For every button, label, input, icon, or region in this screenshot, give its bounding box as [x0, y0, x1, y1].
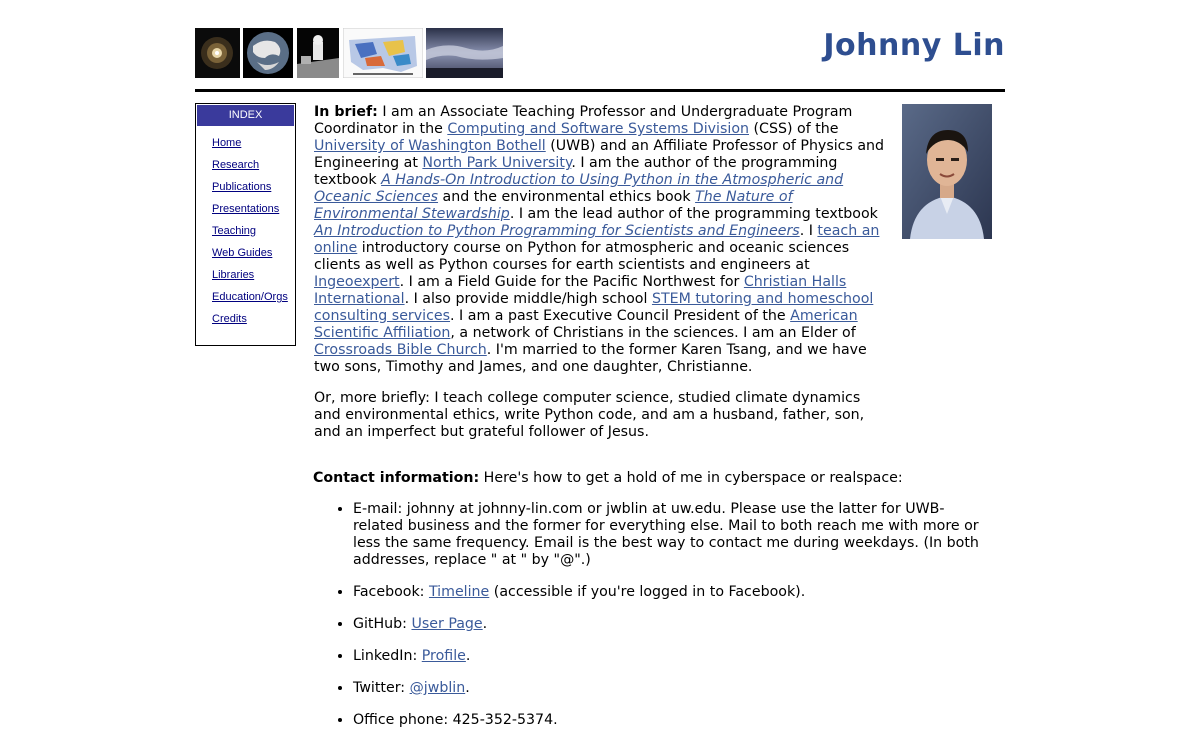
facebook-note: (accessible if you're logged in to Facebook). [489, 584, 806, 600]
contact-item-twitter [353, 680, 993, 697]
linkedin-label: LinkedIn: [353, 648, 422, 664]
index-item-credits [212, 313, 295, 335]
contact-heading: Contact information: [313, 470, 480, 486]
twitter-label: Twitter: [353, 680, 410, 696]
earth-thumbnail [243, 28, 293, 78]
brief-text: and the environmental ethics book [438, 189, 696, 205]
linkedin-profile-link[interactable]: Profile [421, 648, 466, 664]
index-item-education-orgs [212, 291, 295, 313]
index-link-home[interactable]: Home [212, 137, 242, 149]
brief-text: . I am a past Executive Council President of the [450, 308, 791, 324]
index-title: INDEX [197, 105, 294, 126]
astronaut-thumbnail [297, 28, 339, 78]
contact-item-github [353, 616, 993, 633]
period: . [465, 648, 471, 664]
python-sci-eng-book-title: An Introduction to Python Programming for Scientists and Engineers [314, 223, 800, 239]
github-user-page-link[interactable]: User Page [411, 616, 483, 632]
contact-intro [313, 470, 993, 487]
index-list [196, 127, 295, 335]
contact-item-facebook [353, 584, 993, 601]
index-link-publications[interactable]: Publications [212, 181, 272, 193]
stem-tutoring-link[interactable]: STEM tutoring and homeschool consulting services [314, 291, 874, 324]
facebook-label: Facebook: [353, 584, 429, 600]
brief-heading: In brief: [314, 104, 378, 120]
python-aos-book-title: A Hands-On Introduction to Using Python in the Atmospheric and Oceanic Sciences [314, 172, 844, 205]
portrait-photo [902, 104, 992, 239]
site-title: Johnny Lin [823, 28, 1005, 63]
index-item-web-guides [212, 247, 295, 269]
storm-sky-thumbnail [426, 28, 503, 78]
css-division-link[interactable]: Computing and Software Systems Division [447, 121, 749, 137]
briefly-paragraph: Or, more briefly: I teach college computer science, studied climate dynamics and environmental ethics, write Python code, and am a husband, father, son, and an imperfect but grateful follower of Jesus. [314, 390, 865, 440]
index-link-research[interactable]: Research [212, 159, 260, 171]
index-link-libraries[interactable]: Libraries [212, 269, 255, 281]
github-label: GitHub: [353, 616, 412, 632]
index-link-web-guides[interactable]: Web Guides [212, 247, 273, 259]
brief-text: . I am a Field Guide for the Pacific Northwest for [399, 274, 744, 290]
brief-text: . I [799, 223, 818, 239]
climate-map-thumbnail [343, 28, 423, 78]
brief-text: I am an Associate Teaching Professor and Undergraduate Program Coordinator in the [314, 104, 853, 137]
uw-bothell-link[interactable]: University of Washington Bothell [314, 138, 546, 154]
christian-halls-link[interactable]: Christian Halls International [314, 274, 847, 307]
index-item-teaching [212, 225, 295, 247]
index-link-presentations[interactable]: Presentations [212, 203, 280, 215]
contact-intro-text: Here's how to get a hold of me in cyberspace or realspace: [479, 470, 903, 486]
brief-text: . I'm married to the former Karen Tsang, and we have two sons, Timothy and James, and one daughter, Christianne. [314, 342, 867, 375]
contact-item-linkedin [353, 648, 993, 665]
index-item-publications [212, 181, 295, 203]
north-park-link[interactable]: North Park University [422, 155, 572, 171]
python-sci-eng-book-link[interactable] [314, 223, 800, 239]
period: . [482, 616, 488, 632]
brief-text: . I am the lead author of the programming textbook [509, 206, 878, 222]
brief-text: (UWB) and an Affiliate Professor of Physics and Engineering at [314, 138, 885, 171]
brief-text: introductory course on Python for atmospheric and oceanic sciences clients as well as Python courses for earth scientists and engineers at [314, 240, 850, 273]
index-item-libraries [212, 269, 295, 291]
index-link-teaching[interactable]: Teaching [212, 225, 257, 237]
header-divider [195, 89, 1005, 92]
brief-text: . I also provide middle/high school [404, 291, 652, 307]
contact-list [313, 501, 993, 729]
galaxy-thumbnail [195, 28, 240, 78]
brief-text: . I am the author of the programming textbook [314, 155, 838, 188]
contact-section [313, 470, 993, 744]
bio-section [314, 104, 889, 455]
brief-text: (CSS) of the [749, 121, 839, 137]
index-link-education-orgs[interactable]: Education/Orgs [212, 291, 288, 303]
contact-item-email: • E-mail: johnny at johnny-lin.com or jwblin at uw.edu. Please use the latter for UWB-related business and the former for everything else. Mail to both reach me with more or less the same frequency. Email is the best way to contact me during weekdays. (In both addresses, replace " at " by "@".) [353, 501, 993, 569]
online-course-link[interactable]: teach an online [314, 223, 880, 256]
index-item-presentations [212, 203, 295, 225]
contact-item-phone: • Office phone: 425-352-5374. [353, 712, 993, 729]
index-item-home [212, 137, 295, 159]
period: . [465, 680, 470, 696]
ingeoexpert-link[interactable]: Ingeoexpert [314, 274, 400, 290]
crossroads-church-link[interactable]: Crossroads Bible Church [314, 342, 487, 358]
brief-text: , a network of Christians in the sciences. I am an Elder of [450, 325, 856, 341]
twitter-handle-link[interactable]: @jwblin [409, 680, 466, 696]
index-item-research [212, 159, 295, 181]
index-link-credits[interactable]: Credits [212, 313, 247, 325]
brief-paragraph [314, 104, 889, 376]
index-sidebar [195, 103, 296, 346]
facebook-timeline-link[interactable]: Timeline [428, 584, 490, 600]
stewardship-book-title: The Nature of Environmental Stewardship [314, 189, 793, 222]
asa-link[interactable]: American Scientific Affiliation [314, 308, 858, 341]
